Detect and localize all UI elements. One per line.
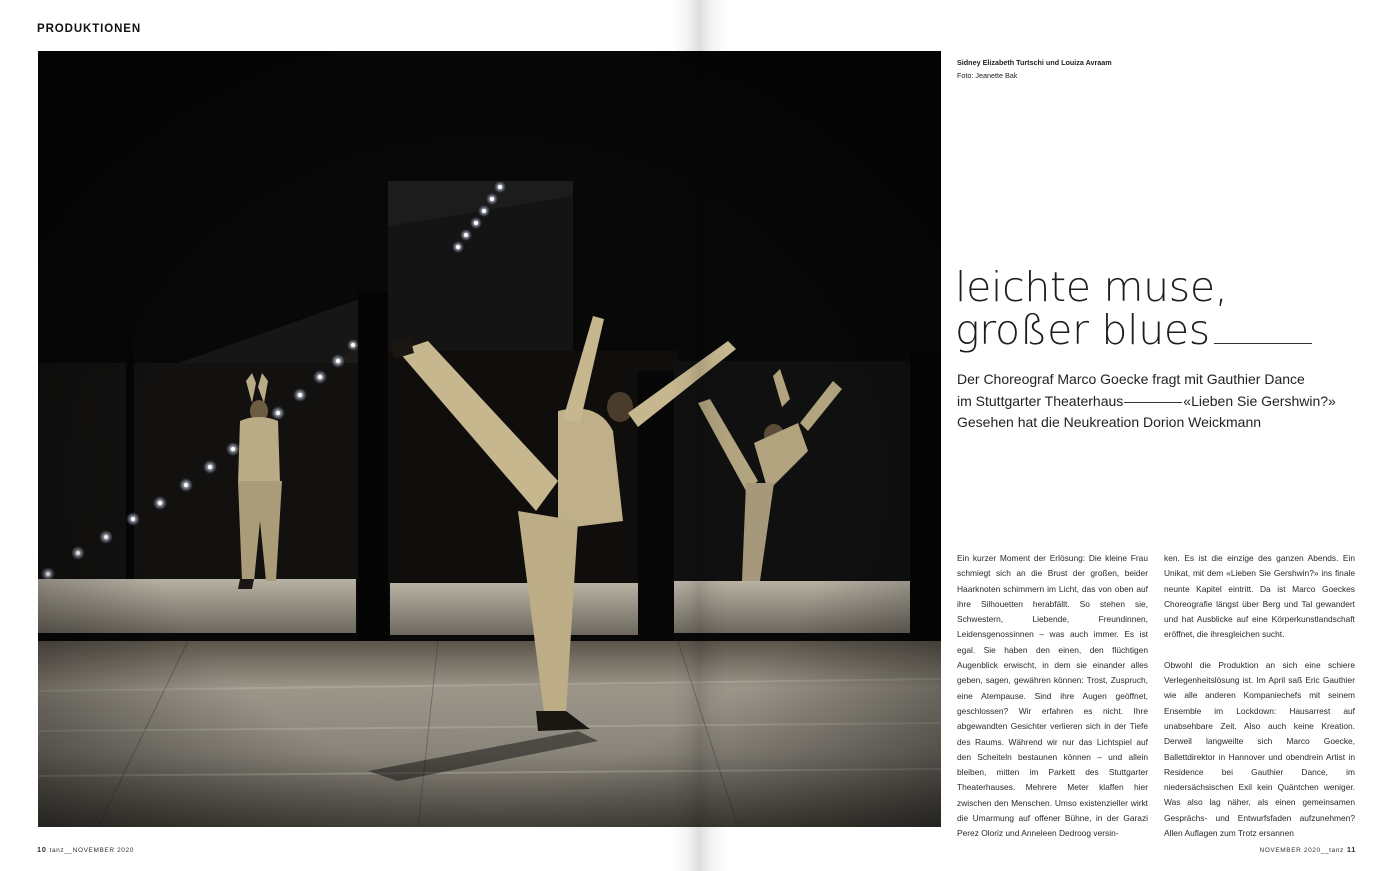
standfirst-line-2 bbox=[957, 391, 1357, 413]
body-paragraph: Ein kurzer Moment der Erlösung: Die kleine Frau schmiegt sich an die Brust der großen, beider Haarknoten schimmern im Licht, das von oben auf ihre Silhouetten herabfällt. So stehen sie, Schwestern, Liebende, Freundinnen, Leidensgenossinnen – was auch immer. Es ist egal. Sie haben den einen, den flüchtigen Augenblick erwischt, in dem sie einander alles geben, sagen, gewähren können: Trost, Zuspruch, eine Atempause. Sind ihre Augen geöffnet, geschlossen? Wir erfahren es nicht. Ihre abgewandten Gesichter verlieren sich in der Tiefe des Raums. Während wir nur das Lichtspiel auf den Scheiteln bestaunen können – und allein bleiben, mitten im Parkett des Stuttgarter Theaterhauses. Mehrere Meter klaffen hier zwischen den Menschen. Umso existenzieller wirkt die Umarmung auf offener Bühne, in der Garazi Perez Oloriz und Anneleen Dedroog versin- bbox=[957, 553, 1148, 839]
standfirst-rule bbox=[1124, 402, 1182, 403]
body-paragraph: ken. Es ist die einzige des ganzen Abends. Ein Unikat, mit dem «Lieben Sie Gershwin?» ins finale neunte Kapitel eintritt. Da ist Marco Goeckes Choreografie längst über Berg und Tal gewandert und hat Ausblicke auf eine Körperkunstlandschaft eröffnet, die ihresgleichen sucht. bbox=[1164, 553, 1355, 640]
stage-photo-art bbox=[38, 51, 941, 827]
body-column-1 bbox=[957, 551, 1148, 842]
caption-names: Sidney Elizabeth Turtschi und Louiza Avraam bbox=[957, 58, 1112, 67]
standfirst-line-3: Gesehen hat die Neukreation Dorion Weickmann bbox=[957, 414, 1262, 430]
standfirst-line-2b: «Lieben Sie Gershwin?» bbox=[1183, 392, 1336, 409]
photo-caption bbox=[957, 56, 1112, 82]
article-headline bbox=[955, 263, 1355, 354]
caption-credit: Foto: Jeanette Bak bbox=[957, 71, 1018, 80]
body-column-2 bbox=[1164, 551, 1355, 841]
page-number-right: 11 bbox=[1346, 845, 1356, 854]
page-number-left: 10 bbox=[37, 845, 47, 854]
standfirst-line-2a: im Stuttgarter Theaterhaus bbox=[957, 392, 1124, 409]
headline-line-2: großer blues bbox=[955, 306, 1210, 354]
folio-left bbox=[37, 845, 134, 854]
folio-right-text: NOVEMBER 2020__tanz bbox=[1259, 847, 1344, 854]
standfirst-line-1: Der Choreograf Marco Goecke fragt mit Gauthier Dance bbox=[957, 371, 1305, 387]
folio-right bbox=[1259, 845, 1356, 854]
headline-rule bbox=[1214, 343, 1312, 344]
headline-line-1: leichte muse, bbox=[955, 263, 1228, 311]
body-paragraph: Obwohl die Produktion an sich eine schiere Verlegenheitslösung ist. Im April saß Eric Gauthier wie alle anderen Kompaniechefs mit seinem Ensemble im Lockdown: Hausarrest auf unabsehbare Zeit. Also auch keine Kreation. Derweil langweilte sich Marco Goecke, Ballettdirektor in Hannover und obendrein Artist in Residence bei Gauthier Dance, im niedersächsischen Exil kein Quäntchen weniger. Was also lag näher, als einen gemeinsamen Gesprächs- und Entwurfsfaden aufzunehmen? Allen Auflagen zum Trotz ersannen bbox=[1164, 659, 1355, 839]
stage-photo bbox=[38, 51, 941, 827]
folio-left-text: tanz__NOVEMBER 2020 bbox=[49, 847, 134, 854]
headline-line-2-wrap bbox=[955, 306, 1355, 354]
article-standfirst bbox=[957, 369, 1357, 434]
section-label: PRODUKTIONEN bbox=[37, 23, 142, 35]
